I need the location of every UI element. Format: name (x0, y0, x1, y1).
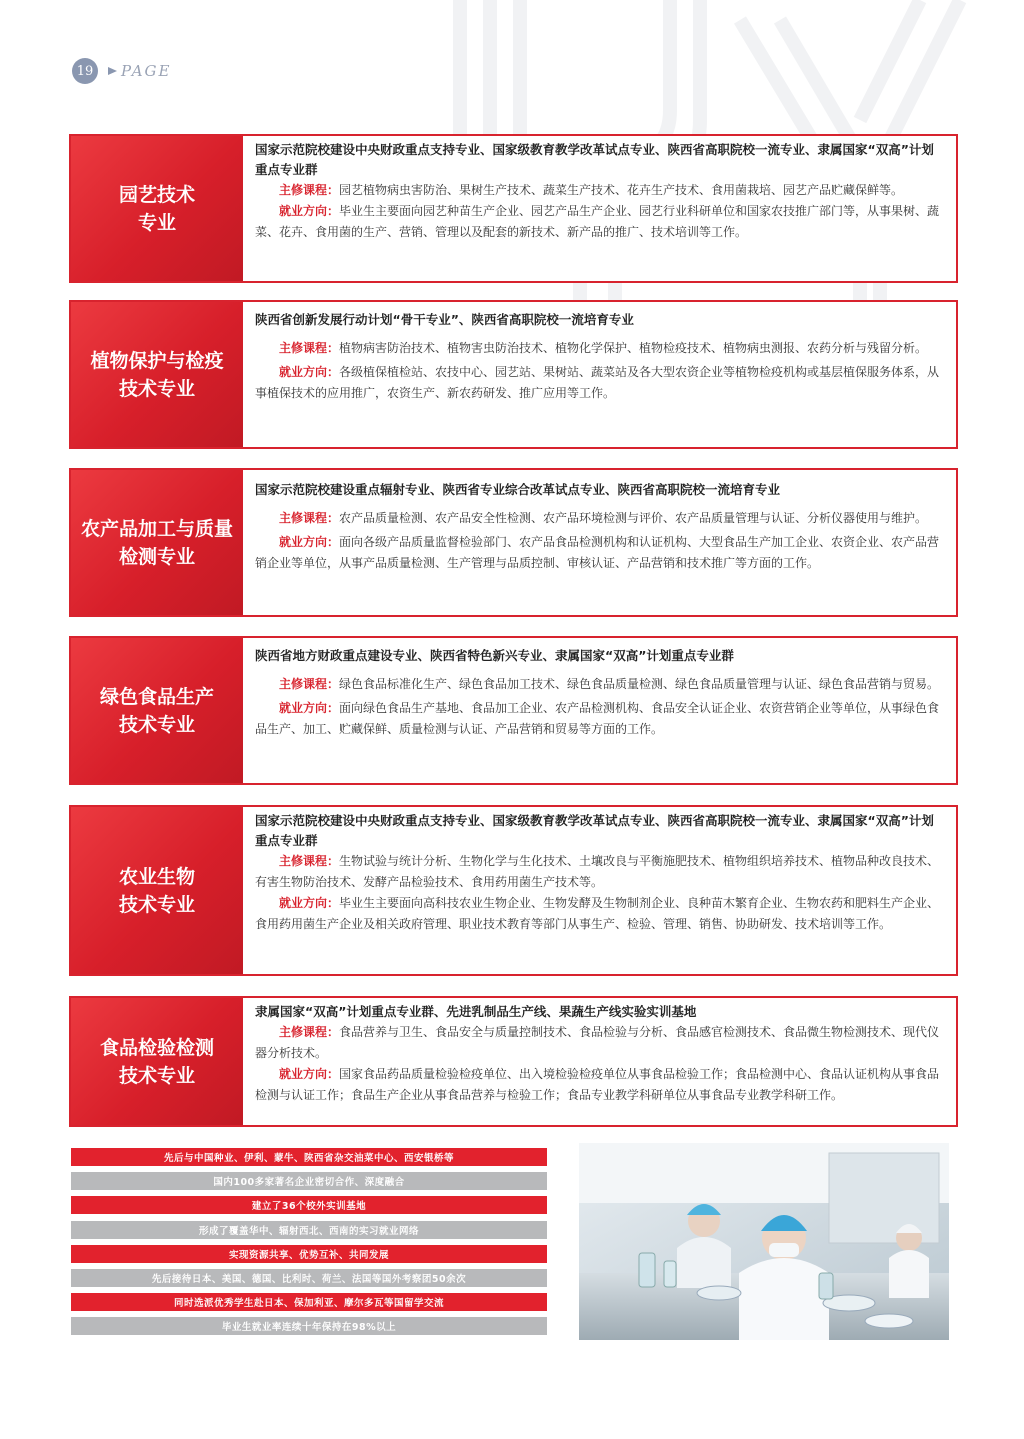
courses-paragraph (255, 1022, 944, 1064)
arrow-icon (108, 67, 117, 75)
major-title-line: 园艺技术 (118, 183, 195, 206)
courses-text: 绿色食品标准化生产、绿色食品加工技术、绿色食品质量检测、绿色食品质量管理与认证、绿色食品营销与贸易。 (339, 677, 940, 691)
major-title (71, 302, 243, 447)
major-title-line: 植物保护与检疫 (90, 349, 224, 372)
careers-paragraph (255, 362, 944, 404)
careers-text: 国家食品药品质量检验检疫单位、出入境检验检疫单位从事食品检验工作；食品检测中心、食品认证机构从事食品检测与认证工作；食品生产企业从事食品营养与检验工作；食品专业教学科研单位从事食品专业教学科研工作。 (255, 1067, 940, 1102)
major-block (69, 996, 958, 1127)
page-number: 19 (72, 58, 98, 84)
major-body (243, 470, 956, 615)
highlight-banner: 先后与中国种业、伊利、蒙牛、陕西省杂交油菜中心、西安银桥等 (71, 1148, 547, 1166)
major-title-line: 检测专业 (118, 545, 195, 568)
careers-text: 毕业生主要面向园艺种苗生产企业、园艺产品生产企业、园艺行业科研单位和国家农技推广部门等，从事果树、蔬菜、花卉、食用菌的生产、营销、管理以及配套的新技术、新产品的推广、技术培训等工作。 (255, 204, 940, 239)
highlight-banners (71, 1148, 547, 1342)
courses-paragraph (255, 674, 944, 695)
courses-text: 农产品质量检测、农产品安全性检测、农产品环境检测与评价、农产品质量管理与认证、分析仪器使用与维护。 (339, 511, 928, 525)
major-title (71, 638, 243, 783)
careers-paragraph (255, 1064, 944, 1106)
major-title-line: 农产品加工与质量 (80, 517, 233, 540)
major-title-line: 绿色食品生产 (99, 685, 214, 708)
lab-photo (579, 1143, 949, 1340)
courses-label: 主修课程： (279, 341, 340, 355)
highlight-banner: 国内100多家著名企业密切合作、深度融合 (71, 1172, 547, 1190)
highlight-banner: 实现资源共享、优势互补、共同发展 (71, 1245, 547, 1263)
courses-paragraph (255, 851, 944, 893)
courses-label: 主修课程： (279, 511, 340, 525)
major-heading: 国家示范院校建设中央财政重点支持专业、国家级教育教学改革试点专业、陕西省高职院校一流专业、隶属国家“双高”计划重点专业群 (255, 142, 934, 177)
page-label: PAGE (121, 62, 172, 80)
major-body (243, 998, 956, 1125)
courses-text: 园艺植物病虫害防治、果树生产技术、蔬菜生产技术、花卉生产技术、食用菌栽培、园艺产品贮藏保鲜等。 (339, 183, 904, 197)
major-title-line: 技术专业 (118, 713, 195, 736)
major-title-line: 技术专业 (118, 377, 195, 400)
courses-paragraph (255, 338, 944, 359)
courses-text: 生物试验与统计分析、生物化学与生化技术、土壤改良与平衡施肥技术、植物组织培养技术、植物品种改良技术、有害生物防治技术、发酵产品检验技术、食用药用菌生产技术等。 (255, 854, 940, 889)
major-block (69, 636, 958, 785)
courses-paragraph (255, 508, 944, 529)
major-title-line: 技术专业 (118, 893, 195, 916)
careers-paragraph (255, 201, 944, 243)
major-body (243, 807, 956, 974)
careers-label: 就业方向： (279, 701, 340, 715)
highlight-banner: 毕业生就业率连续十年保持在98%以上 (71, 1317, 547, 1335)
major-title-line: 专业 (137, 211, 176, 234)
courses-label: 主修课程： (279, 854, 340, 868)
courses-paragraph (255, 180, 944, 201)
major-body (243, 302, 956, 447)
careers-label: 就业方向： (279, 896, 340, 910)
courses-label: 主修课程： (279, 183, 340, 197)
careers-label: 就业方向： (279, 204, 340, 218)
highlight-banner: 形成了覆盖华中、辐射西北、西南的实习就业网络 (71, 1221, 547, 1239)
major-block (69, 805, 958, 976)
careers-text: 面向绿色食品生产基地、食品加工企业、农产品检测机构、食品安全认证企业、农资营销企业等单位，从事绿色食品生产、加工、贮藏保鲜、质量检测与认证、产品营销和贸易等方面的工作。 (255, 701, 940, 736)
major-body (243, 136, 956, 281)
major-heading: 国家示范院校建设重点辐射专业、陕西省专业综合改革试点专业、陕西省高职院校一流培育专业 (255, 482, 781, 497)
careers-paragraph (255, 893, 944, 935)
courses-label: 主修课程： (279, 677, 340, 691)
major-heading: 隶属国家“双高”计划重点专业群、先进乳制品生产线、果蔬生产线实验实训基地 (255, 1004, 697, 1019)
major-title (71, 136, 243, 281)
major-heading: 陕西省地方财政重点建设专业、陕西省特色新兴专业、隶属国家“双高”计划重点专业群 (255, 648, 734, 663)
major-title (71, 470, 243, 615)
highlight-banner: 先后接待日本、美国、德国、比利时、荷兰、法国等国外考察团50余次 (71, 1269, 547, 1287)
careers-label: 就业方向： (279, 535, 340, 549)
careers-text: 各级植保植检站、农技中心、园艺站、果树站、蔬菜站及各大型农资企业等植物检疫机构或基层植保服务体系，从事植保技术的应用推广，农资生产、新农药研发、推广应用等工作。 (255, 365, 940, 400)
major-block (69, 300, 958, 449)
major-block (69, 134, 958, 283)
highlight-banner: 同时选派优秀学生赴日本、保加利亚、摩尔多瓦等国留学交流 (71, 1293, 547, 1311)
careers-label: 就业方向： (279, 365, 340, 379)
highlight-banner: 建立了36个校外实训基地 (71, 1196, 547, 1214)
major-title (71, 807, 243, 974)
careers-text: 毕业生主要面向高科技农业生物企业、生物发酵及生物制剂企业、良种苗木繁育企业、生物农药和肥料生产企业、食用药用菌生产企业及相关政府管理、职业技术教育等部门从事生产、检验、管理、销售、协助研发、技术培训等工作。 (255, 896, 940, 931)
careers-text: 面向各级产品质量监督检验部门、农产品食品检测机构和认证机构、大型食品生产加工企业、农资企业、农产品营销企业等单位，从事产品质量检测、生产管理与品质控制、审核认证、产品营销和技术推广等方面的工作。 (255, 535, 940, 570)
major-heading: 陕西省创新发展行动计划“骨干专业”、陕西省高职院校一流培育专业 (255, 312, 634, 327)
major-title-line: 技术专业 (118, 1064, 195, 1087)
careers-paragraph (255, 698, 944, 740)
major-heading: 国家示范院校建设中央财政重点支持专业、国家级教育教学改革试点专业、陕西省高职院校一流专业、隶属国家“双高”计划重点专业群 (255, 813, 934, 848)
major-body (243, 638, 956, 783)
careers-paragraph (255, 532, 944, 574)
page-header (72, 58, 171, 84)
courses-text: 植物病害防治技术、植物害虫防治技术、植物化学保护、植物检疫技术、植物病虫测报、农药分析与残留分析。 (339, 341, 928, 355)
careers-label: 就业方向： (279, 1067, 340, 1081)
major-title (71, 998, 243, 1125)
courses-text: 食品营养与卫生、食品安全与质量控制技术、食品检验与分析、食品感官检测技术、食品微生物检测技术、现代仪器分析技术。 (255, 1025, 940, 1060)
major-block (69, 468, 958, 617)
courses-label: 主修课程： (279, 1025, 340, 1039)
major-title-line: 农业生物 (118, 865, 195, 888)
major-title-line: 食品检验检测 (99, 1036, 214, 1059)
